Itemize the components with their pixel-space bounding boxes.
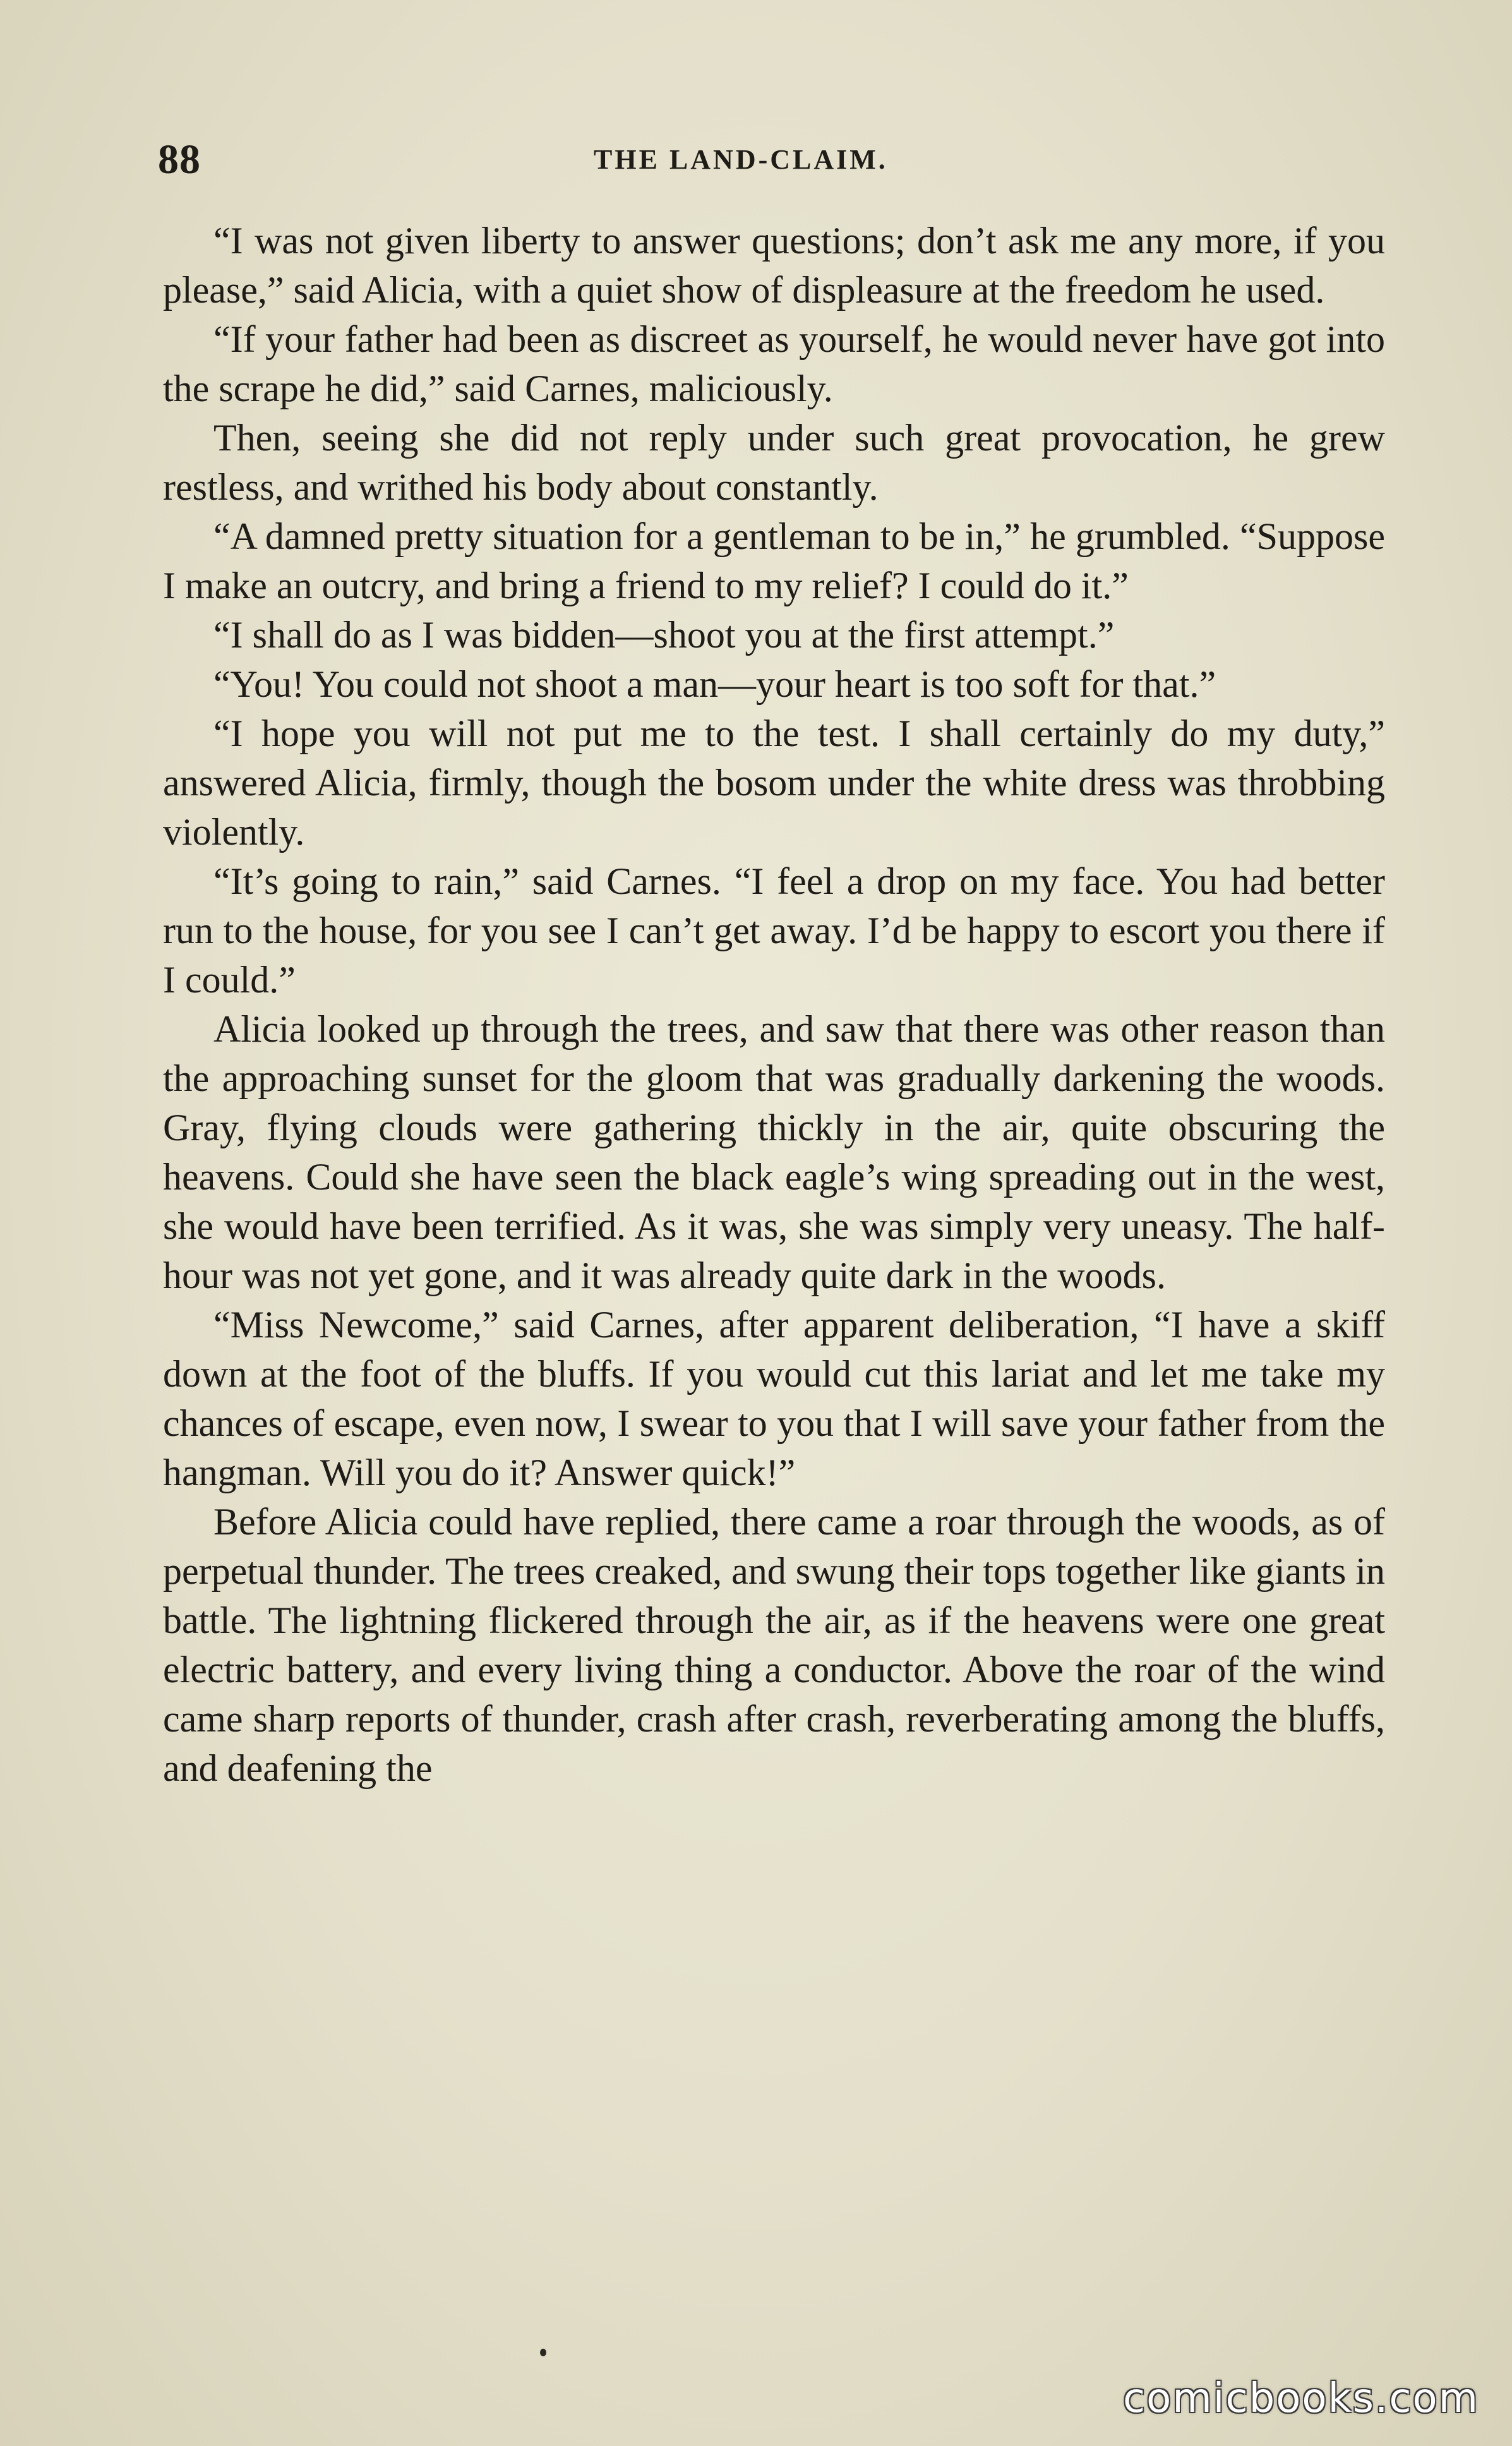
paragraph: “You! You could not shoot a man—your heart is too soft for that.” bbox=[213, 663, 1216, 705]
paragraph: “I shall do as I was bidden—shoot you at the first attempt.” bbox=[213, 614, 1115, 656]
paragraph: Alicia looked up through the trees, and saw that there was other reason than the approaching sunset for the gloom that was gradually darkening the woods. Gray, flying clouds were gathering thickly in the air, quite obscuring the heavens. Could she have seen the black eagle’s wing spreading out in the west, she would have been terrified. As it was, she was simply very uneasy. The half-hour was not yet gone, and it was already quite dark in the woods. bbox=[163, 1008, 1385, 1296]
paragraph: Then, seeing she did not reply under such great provocation, he grew restless, and writhed his body about constantly. bbox=[163, 417, 1385, 508]
paragraph: “Miss Newcome,” said Carnes, after apparent deliberation, “I have a skiff down at the foot of the bluffs. If you would cut this lariat and let me take my chances of escape, even now, I swear to you that I will save your father from the hangman. Will you do it? Answer quick!” bbox=[163, 1304, 1385, 1493]
paragraph: “If your father had been as discreet as yourself, he would never have got into the scrape he did,” said Carnes, maliciously. bbox=[163, 318, 1385, 409]
body-text bbox=[163, 216, 1385, 1793]
running-title: THE LAND-CLAIM. bbox=[594, 144, 888, 175]
paragraph: “A damned pretty situation for a gentleman to be in,” he grumbled. “Suppose I make an outcry, and bring a friend to my relief? I could do it.” bbox=[163, 515, 1385, 606]
ink-speck bbox=[540, 2349, 546, 2356]
running-head bbox=[158, 130, 1358, 186]
watermark: comicbooks.com bbox=[1122, 2375, 1479, 2422]
paragraph: “I was not given liberty to answer questions; don’t ask me any more, if you please,” said Alicia, with a quiet show of displeasure at the freedom he used. bbox=[163, 220, 1385, 311]
paragraph: “It’s going to rain,” said Carnes. “I feel a drop on my face. You had better run to the house, for you see I can’t get away. I’d be happy to escort you there if I could.” bbox=[163, 860, 1385, 1001]
page-number: 88 bbox=[158, 136, 201, 183]
paragraph: “I hope you will not put me to the test. I shall certainly do my duty,” answered Alicia, firmly, though the bosom under the white dress was throbbing violently. bbox=[163, 713, 1385, 853]
paragraph: Before Alicia could have replied, there came a roar through the woods, as of perpetual thunder. The trees creaked, and swung their tops together like giants in battle. The lightning flickered through the air, as if the heavens were one great electric battery, and every living thing a conductor. Above the roar of the wind came sharp reports of thunder, crash after crash, reverberating among the bluffs, and deafening the bbox=[163, 1501, 1385, 1789]
